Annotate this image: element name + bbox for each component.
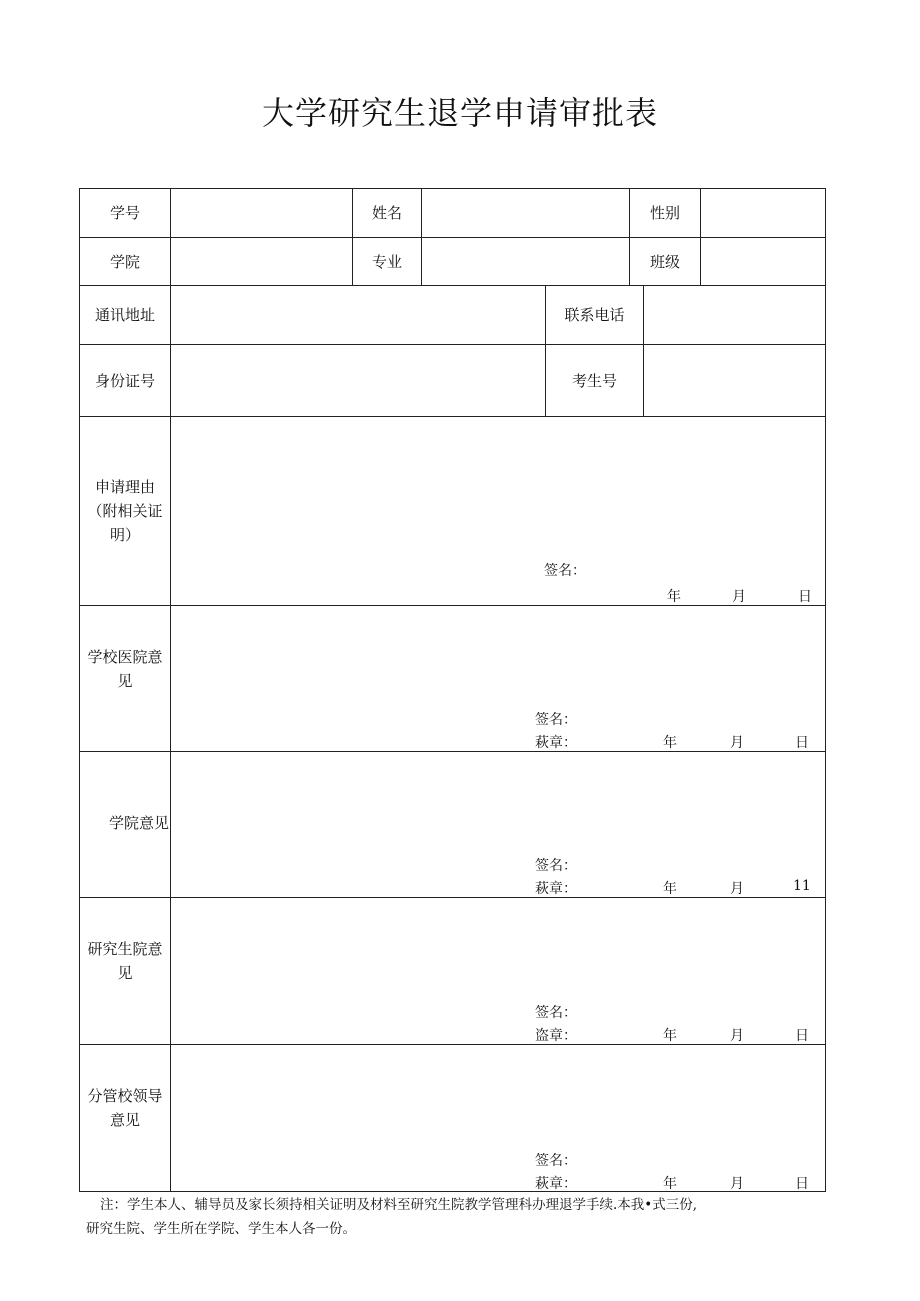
reason-label-line: 申请理由 [94,478,155,496]
reason-month-label: 月 [732,589,746,605]
phone-field[interactable] [644,286,825,344]
college-seal-label: 萩章： [535,881,577,897]
student-id-label: 学号 [109,204,140,222]
leader-opinion-label-line: 分管校领导 [87,1087,163,1105]
hospital-day-label: 日 [795,735,809,751]
hospital-opinion-label-line: 见 [117,671,133,690]
hospital-month-label: 月 [730,735,744,751]
gender-label: 性别 [649,204,680,222]
leader-opinion-label [80,1045,170,1191]
exam-no-field[interactable] [644,345,825,416]
reason-day-label: 日 [798,589,812,605]
leader-opinion-area[interactable] [171,1045,825,1191]
college-sign-label: 签名： [535,858,577,874]
graduate-school-opinion-area[interactable] [171,898,825,1044]
footnote [86,1193,826,1241]
leader-sign-label: 签名： [535,1153,577,1169]
hospital-sign-label: 签名： [535,712,577,728]
graduate-school-seal-label: 盗章： [535,1028,577,1044]
class-field[interactable] [701,238,825,285]
reason-label-line: （附相关证 [87,502,163,520]
leader-seal-label: 萩章： [535,1176,577,1192]
table-border-right [825,188,826,1192]
name-label: 姓名 [371,204,402,222]
hospital-opinion-label-line: 学校医院意 [87,647,163,666]
college-opinion-label: 学院意见 [108,813,169,832]
leader-year-label: 年 [663,1176,677,1192]
college-year-label: 年 [663,881,677,897]
footnote-line: 研究生院、学生所在学院、学生本人各一份。 [86,1221,356,1237]
hospital-year-label: 年 [663,735,677,751]
leader-opinion-label-line: 意见 [109,1111,140,1129]
gender-field[interactable] [701,189,825,237]
leader-day-label: 日 [795,1176,809,1192]
hospital-opinion-area[interactable] [171,606,825,751]
college-opinion-area[interactable] [171,752,825,897]
reason-year-label: 年 [667,589,681,605]
table-border-bottom [79,1191,826,1192]
page-title: 大学研究生退学申请审批表 [261,94,658,132]
reason-label-line: 明） [109,526,140,544]
class-label: 班级 [649,252,680,271]
graduate-school-day-label: 日 [795,1028,809,1044]
major-field[interactable] [422,238,629,285]
reason-area[interactable] [171,417,825,605]
reason-label [80,417,170,605]
college-field[interactable] [171,238,352,285]
graduate-school-month-label: 月 [730,1028,744,1044]
reason-sign-label: 签名： [544,563,586,579]
college-label: 学院 [109,252,140,271]
name-field[interactable] [422,189,629,237]
leader-month-label: 月 [730,1176,744,1192]
exam-no-label: 考生号 [571,371,617,390]
graduate-school-opinion-label-line: 见 [117,964,133,982]
id-card-label: 身份证号 [94,371,155,390]
address-field[interactable] [171,286,545,344]
hospital-opinion-label [80,606,170,751]
college-day-label: 11 [793,878,811,894]
address-label: 通讯地址 [94,306,155,324]
graduate-school-year-label: 年 [663,1028,677,1044]
id-card-field[interactable] [171,345,545,416]
phone-label: 联系电话 [564,306,625,324]
hospital-seal-label: 萩章： [535,735,577,751]
major-label: 专业 [371,252,402,271]
footnote-line: 注：学生本人、辅导员及家长须持相关证明及材料至研究生院教学管理科办理退学手续.本我•式三份, [100,1197,698,1213]
student-id-field[interactable] [171,189,352,237]
college-month-label: 月 [730,881,744,897]
graduate-school-opinion-label [80,898,170,1044]
graduate-school-sign-label: 签名： [535,1005,577,1021]
graduate-school-opinion-label-line: 研究生院意 [87,940,163,958]
